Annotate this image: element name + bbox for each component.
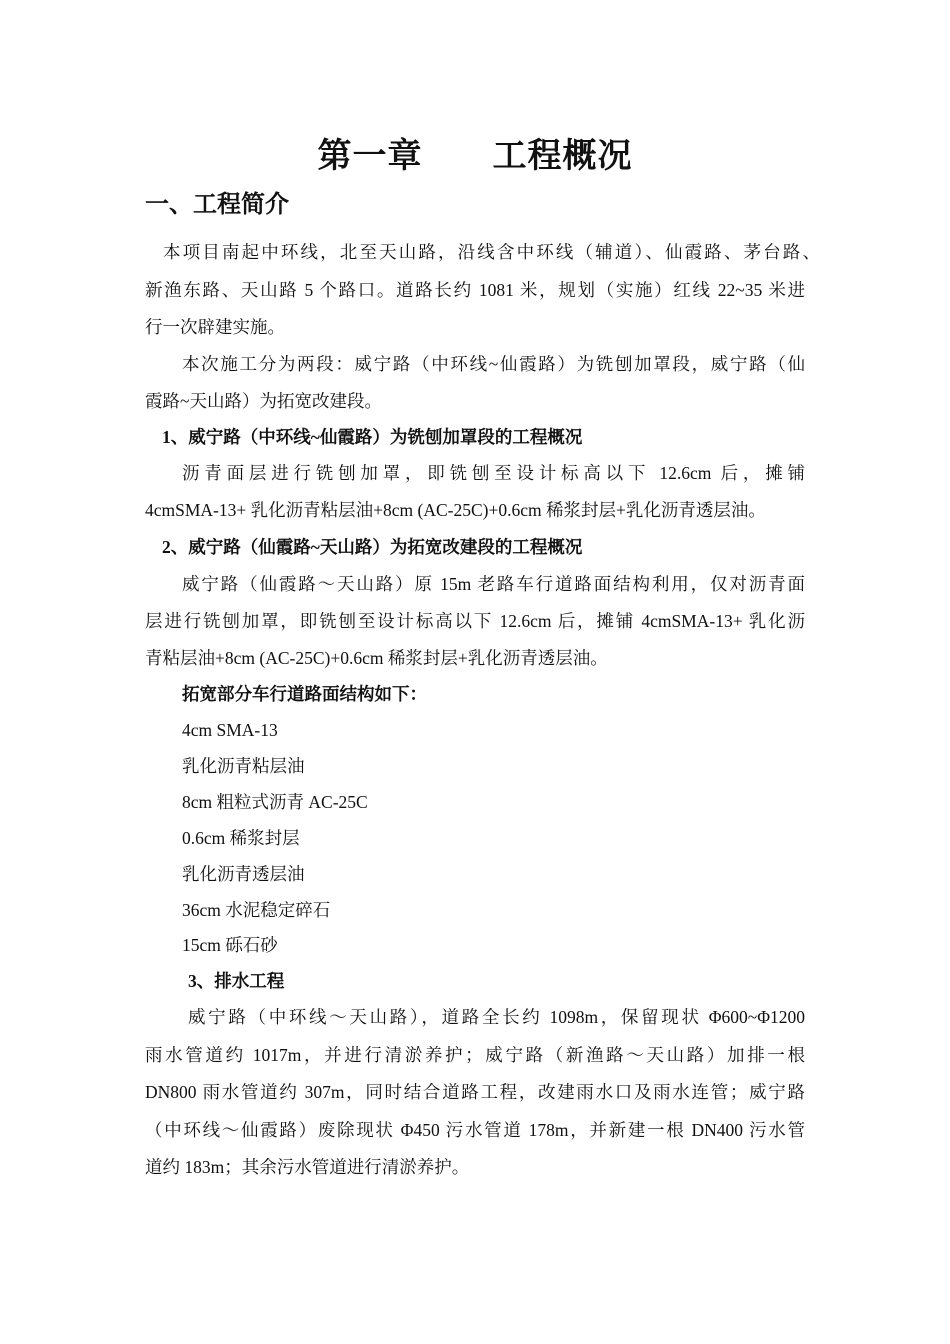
paragraph-line: 威宁路（中环线～天山路），道路全长约 1098m，保留现状 Φ600~Φ1200: [188, 1007, 805, 1027]
structure-item: 15cm 砾石砂: [182, 935, 278, 955]
paragraph-line: 层进行铣刨加罩，即铣刨至设计标高以下 12.6cm 后，摊铺 4cmSMA-13+ 乳化沥: [145, 611, 805, 631]
chapter-number: 第一章: [317, 138, 423, 175]
paragraph-line: 威宁路（仙霞路～天山路）原 15m 老路车行道路面结构利用，仅对沥青面: [182, 574, 805, 594]
structure-item: 0.6cm 稀浆封层: [182, 828, 300, 848]
paragraph-line: 沥青面层进行铣刨加罩，即铣刨至设计标高以下 12.6cm 后，摊铺: [182, 463, 805, 483]
subsection-heading: 1、威宁路（中环线~仙霞路）为铣刨加罩段的工程概况: [162, 427, 583, 447]
subsection-heading: 2、威宁路（仙霞路~天山路）为拓宽改建段的工程概况: [162, 537, 583, 557]
structure-item: 36cm 水泥稳定碎石: [182, 900, 331, 920]
structure-item: 乳化沥青粘层油: [182, 756, 305, 776]
paragraph-line: 4cmSMA-13+ 乳化沥青粘层油+8cm (AC-25C)+0.6cm 稀浆封层+乳化沥青透层油。: [145, 500, 766, 520]
structure-item: 乳化沥青透层油: [182, 864, 305, 884]
structure-item: 8cm 粗粒式沥青 AC-25C: [182, 792, 368, 812]
paragraph-line: 本次施工分为两段：威宁路（中环线~仙霞路）为铣刨加罩段，威宁路（仙: [182, 354, 805, 374]
paragraph-line: 道约 183m；其余污水管道进行清淤养护。: [145, 1157, 470, 1177]
paragraph-line: DN800 雨水管道约 307m，同时结合道路工程，改建雨水口及雨水连管；威宁路: [145, 1082, 805, 1102]
paragraph-line: 新渔东路、天山路 5 个路口。道路长约 1081 米，规划（实施）红线 22~35 米进: [145, 280, 805, 300]
structure-item: 4cm SMA-13: [182, 720, 278, 740]
section-title: 一、工程简介: [145, 192, 289, 218]
paragraph-line: （中环线～仙霞路）废除现状 Φ450 污水管道 178m，并新建一根 DN400 污水管: [145, 1120, 805, 1140]
chapter-title: [0, 128, 950, 177]
paragraph-line: 青粘层油+8cm (AC-25C)+0.6cm 稀浆封层+乳化沥青透层油。: [145, 648, 608, 668]
paragraph-line: 行一次辟建实施。: [145, 317, 285, 337]
paragraph-line: 雨水管道约 1017m，并进行清淤养护；威宁路（新渔路～天山路）加排一根: [145, 1045, 805, 1065]
paragraph-line: 霞路~天山路）为拓宽改建段。: [145, 391, 382, 411]
chapter-name: 工程概况: [492, 138, 633, 175]
subsection-heading: 3、排水工程: [188, 971, 285, 991]
structure-heading: 拓宽部分车行道路面结构如下：: [182, 684, 427, 704]
paragraph-line: 本项目南起中环线，北至天山路，沿线含中环线（辅道）、仙霞路、茅台路、: [163, 242, 820, 262]
